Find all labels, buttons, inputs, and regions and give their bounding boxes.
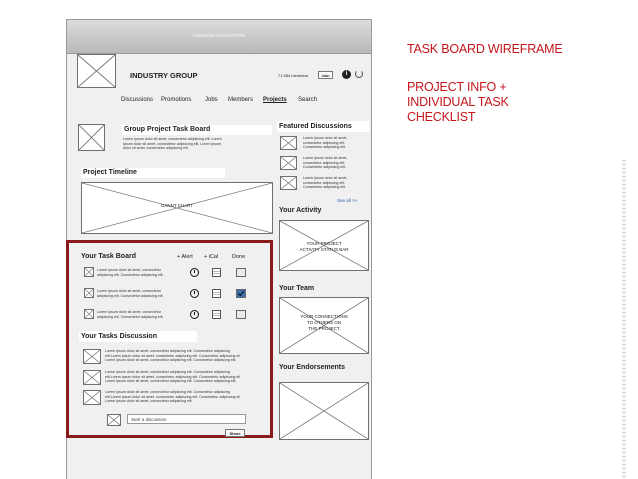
team-line: TO OTHERS ON (306, 320, 342, 325)
endorsements-placeholder (279, 382, 369, 440)
tab-members[interactable]: Members (228, 97, 254, 103)
featured-discussions-bar (277, 121, 369, 132)
done-column-header: Done (232, 254, 246, 260)
post-line: Lorem ipsum dolor sit amet, consectetur adipiscing elit. Consectetur adipiscing (105, 349, 230, 353)
task-text-line: adipiscing elit. Consectetur adipiscing elit. (97, 272, 164, 277)
post-avatar-placeholder (83, 390, 101, 405)
activity-status-label (280, 241, 368, 253)
ical-calendar-icon[interactable] (212, 289, 221, 298)
activity-status-line: ACTIVITY STATUS BAR (299, 247, 349, 252)
join-button[interactable]: Join (318, 71, 333, 79)
group-project-title-bar (122, 125, 272, 135)
tab-jobs[interactable]: Jobs (205, 97, 218, 103)
featured-thumb-placeholder (280, 136, 297, 150)
project-timeline-bar (81, 168, 225, 178)
task-checkbox[interactable] (84, 288, 94, 298)
task-text-line: adipiscing elit. Consectetur adipiscing elit. (97, 314, 164, 319)
task-checkbox[interactable] (84, 267, 94, 277)
project-image-placeholder (78, 124, 105, 151)
featured-thumb-placeholder (280, 176, 297, 190)
discussion-post (105, 390, 270, 404)
description-line: dolor sit amet, consectetur adipiscing elit. (123, 146, 189, 151)
description-line: Lorem ipsum dolor sit amet, consectetur adipiscing elit. Lorem (123, 137, 222, 141)
post-line: Lorem ipsum dolor sit amet, consectetur adipiscing elit. Consectetur adipiscing elit. (105, 379, 237, 384)
gantt-chart-label: GANNT CHART (160, 203, 194, 208)
discussion-post (105, 370, 270, 384)
your-team-title: Your Team (279, 285, 315, 292)
team-connections-label (280, 314, 368, 332)
task-board-title: Your Task Board (81, 253, 136, 260)
slide-title: TASK BOARD WIREFRAME (407, 42, 563, 56)
info-icon[interactable]: i (342, 70, 351, 79)
slide-subtitle-line-2: INDIVIDUAL TASK (407, 95, 509, 109)
team-line: THE PROJECT (308, 326, 340, 331)
task-text-line: Lorem ipsum dolor sit amet, consectetur (97, 289, 161, 293)
group-project-title: Group Project Task Board (124, 126, 211, 133)
activity-status-placeholder (279, 220, 369, 271)
post-line: elit.Lorem ipsum dolor sit amet, consectetur adipiscing elit. Consectetur adipiscing eli. (105, 394, 242, 399)
see-all-link[interactable]: See all >> (337, 198, 358, 203)
nav-label: LINKEDIN NAVIGATION (192, 33, 246, 38)
done-checkbox[interactable] (236, 310, 246, 319)
post-avatar-placeholder (83, 349, 101, 364)
task-row (69, 286, 269, 300)
group-name: INDUSTRY GROUP (130, 71, 198, 80)
your-endorsements-title: Your Endorsements (279, 364, 345, 371)
gantt-chart-placeholder (81, 182, 273, 234)
ical-calendar-icon[interactable] (212, 268, 221, 277)
discussion-input[interactable] (127, 414, 246, 424)
task-row (69, 265, 269, 279)
featured-line: consectetur adipiscing elit. (303, 160, 346, 165)
alert-clock-icon[interactable] (190, 289, 199, 298)
group-logo-placeholder (77, 54, 116, 88)
group-project-description (123, 137, 283, 151)
team-line: YOUR CONNECTIONS (300, 314, 348, 319)
ical-calendar-icon[interactable] (212, 310, 221, 319)
task-checkbox[interactable] (84, 309, 94, 319)
done-checkbox[interactable] (236, 268, 246, 277)
featured-item[interactable] (303, 176, 373, 190)
featured-line: Lorem ipsum dolor sit amet, (303, 156, 348, 160)
tab-projects[interactable]: Projects (263, 97, 287, 103)
slide-subtitle-line-1: PROJECT INFO + (407, 80, 507, 94)
tab-search[interactable]: Search (298, 97, 318, 103)
discussion-input-placeholder: Start a discussion (131, 417, 167, 422)
featured-line: Consectetur adipiscing elit. (303, 145, 346, 150)
featured-line: Consectetur adipiscing elit. (303, 185, 346, 190)
linkedin-navigation-bar[interactable] (67, 20, 371, 54)
alert-clock-icon[interactable] (190, 268, 199, 277)
share-button[interactable]: Share (225, 429, 245, 437)
members-count: 71,984 members (278, 73, 309, 78)
task-board-highlight-frame (66, 240, 273, 438)
featured-thumb-placeholder (280, 156, 297, 170)
post-line: Lorem ipsum dolor sit amet, consectetur adipiscing elit. Consectetur adipiscing (105, 390, 230, 394)
post-line: elit.Lorem ipsum dolor sit amet, consectetur adipiscing elit. Consectetur adipiscing eli. (105, 353, 242, 358)
task-text (97, 310, 164, 319)
task-text-line: Lorem ipsum dolor sit amet, consectetur (97, 268, 161, 272)
task-row (69, 307, 269, 321)
discussion-title: Your Tasks Discussion (81, 333, 157, 340)
post-line: Lorem ipsum dolor sit amet, consectetur adipiscing elit. Consectetur adipiscing (105, 370, 230, 374)
description-line: ipsum dolor sit amet, consectetur adipiscing elit. Lorem ipsum (123, 141, 222, 146)
refresh-icon[interactable] (355, 70, 363, 78)
ical-column-header: + iCal (204, 254, 219, 260)
featured-item[interactable] (303, 136, 373, 150)
team-connections-placeholder (279, 297, 369, 354)
featured-line: Consectetur adipiscing elit. (303, 165, 346, 170)
project-timeline-title: Project Timeline (83, 169, 137, 176)
done-checkbox-checked[interactable] (236, 289, 246, 298)
composer-avatar-placeholder (107, 414, 121, 426)
post-avatar-placeholder (83, 370, 101, 385)
post-line: Lorem ipsum dolor sit amet, consectetur adipiscing elit. (105, 399, 193, 404)
tab-promotions[interactable]: Promotions (161, 97, 192, 103)
alert-clock-icon[interactable] (190, 310, 199, 319)
task-text-line: Lorem ipsum dolor sit amet, consectetur (97, 310, 161, 314)
post-line: elit.Lorem ipsum dolor sit amet, consectetur adipiscing elit. Consectetur adipiscing eli. (105, 374, 242, 379)
post-line: Lorem ipsum dolor sit amet, consectetur adipiscing elit. Consectetur adipiscing elit. (105, 358, 237, 363)
featured-line: consectetur adipiscing elit. (303, 140, 346, 145)
featured-line: Lorem ipsum dolor sit amet, (303, 136, 348, 140)
featured-line: Lorem ipsum dolor sit amet, (303, 176, 348, 180)
alert-column-header: + Alert (177, 254, 193, 260)
your-activity-title: Your Activity (279, 207, 322, 214)
task-text (97, 289, 164, 298)
task-text (97, 268, 164, 277)
slide-subtitle-line-3: CHECKLIST (407, 110, 476, 124)
discussion-title-bar (79, 331, 197, 342)
task-text-line: adipiscing elit. Consectetur adipiscing elit. (97, 293, 164, 298)
featured-discussions-title: Featured Discussions (279, 123, 352, 130)
tab-discussions[interactable]: Discussions (121, 97, 154, 103)
scrollbar-decoration (622, 160, 626, 479)
featured-item[interactable] (303, 156, 373, 170)
activity-status-line: YOUR PROJECT (306, 241, 342, 246)
discussion-post (105, 349, 270, 363)
featured-line: consectetur adipiscing elit. (303, 180, 346, 185)
